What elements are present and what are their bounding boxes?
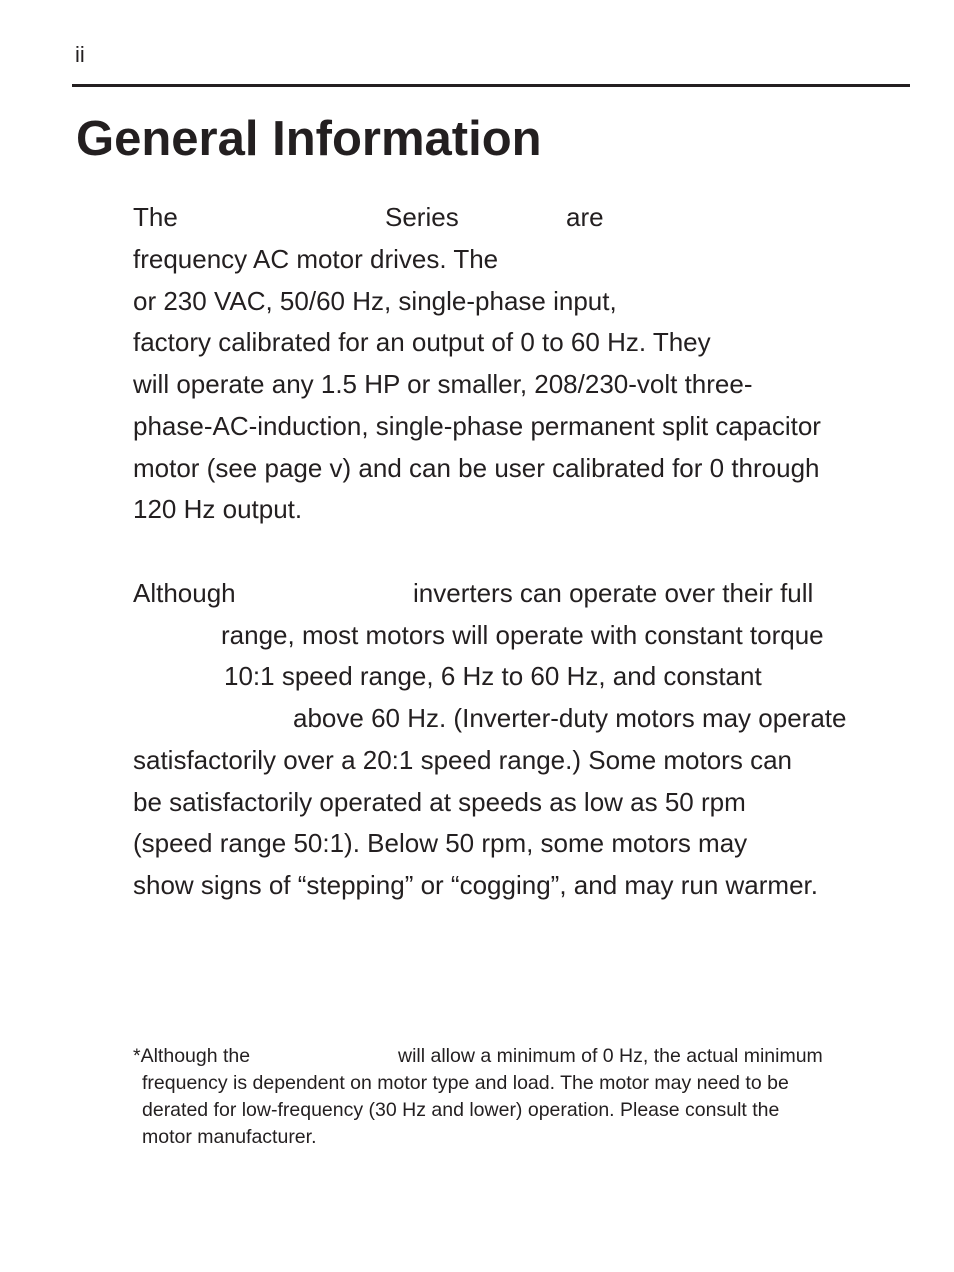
paragraph-line: phase-AC-induction, single-phase permanent split capacitor <box>133 411 821 441</box>
footnote-line: frequency is dependent on motor type and load. The motor may need to be <box>142 1072 789 1094</box>
paragraph-line: satisfactorily over a 20:1 speed range.) Some motors can <box>133 745 792 775</box>
paragraph-line: factory calibrated for an output of 0 to 60 Hz. They <box>133 327 711 357</box>
footnote-line: derated for low-frequency (30 Hz and lower) operation. Please consult the <box>142 1099 780 1121</box>
paragraph-line: or 230 VAC, 50/60 Hz, single-phase input, <box>133 286 617 316</box>
header-rule <box>72 84 910 87</box>
paragraph-line: frequency AC motor drives. The <box>133 244 499 274</box>
paragraph-line: 10:1 speed range, 6 Hz to 60 Hz, and constant <box>224 661 762 691</box>
paragraph-line: above 60 Hz. (Inverter-duty motors may operate <box>293 703 847 733</box>
paragraph-line: Although <box>133 578 236 608</box>
footnote-line: will allow a minimum of 0 Hz, the actual minimum <box>398 1045 823 1067</box>
paragraph-line: be satisfactorily operated at speeds as low as 50 rpm <box>133 787 746 817</box>
paragraph-line: are <box>566 202 604 232</box>
paragraph-line: (speed range 50:1). Below 50 rpm, some motors may <box>133 828 748 858</box>
paragraph-line: Series <box>385 202 459 232</box>
paragraph-line: 120 Hz output. <box>133 494 303 524</box>
page-title: General Information <box>76 112 542 166</box>
paragraph-line: motor (see page v) and can be user calibrated for 0 through <box>133 453 820 483</box>
paragraph-line: range, most motors will operate with constant torque <box>221 620 824 650</box>
paragraph-line: The <box>133 202 178 232</box>
footnote-line: motor manufacturer. <box>142 1126 317 1148</box>
paragraph-line: will operate any 1.5 HP or smaller, 208/230-volt three- <box>133 369 753 399</box>
paragraph-line: inverters can operate over their full <box>413 578 814 608</box>
paragraph-line: show signs of “stepping” or “cogging”, and may run warmer. <box>133 870 818 900</box>
page-number: ii <box>75 42 85 67</box>
footnote-line: *Although the <box>133 1045 251 1067</box>
